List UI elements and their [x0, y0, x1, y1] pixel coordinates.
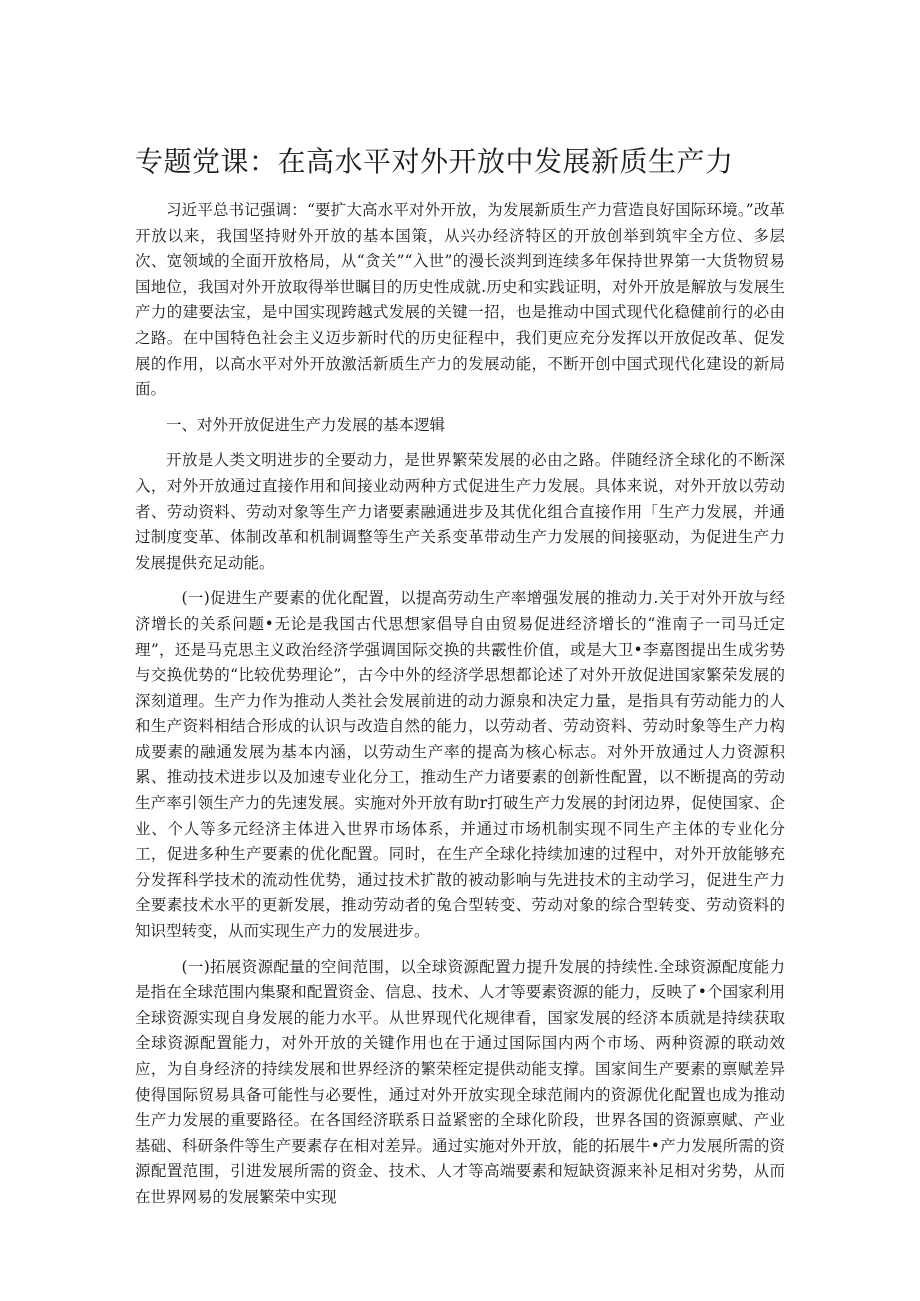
section-heading-1: 一、对外开放促进生产力发展的基本逻辑 — [166, 415, 446, 434]
subsection-2-paragraph: (一)拓展资源配量的空间范围，以全球资源配置力提升发展的持续性.全球资源配度能力是指在全球范围内集聚和配置资金、信息、技术、人才等要素资源的能力，反映了•个国家利用全球资源实现自身发展的能力水平。从世界现代化规律看，国家发展的经济本质就是持续获取全球资源配置能力，对外开放的关键作用也在于通过国际国内两个市场、两种资源的联动效应，为自身经济的持续发展和世界经济的繁荣桎定提供动能支撑。国家间生产要素的禀赋差异使得国际贸易具备可能性与必要性，通过对外开放实现全球范闹内的资源优化配置也成为推动生产力发展的重要路径。在各国经济联系日益紧密的全球化阶段，世界各国的资源禀赋、产业基础、科研条件等生产要素存在相对差异。通过实施对外开放，能的拓展牛•产力发展所需的资源配置范围，引进发展所需的资金、技术、人才等高端要素和短缺资源来补足相对劣势，从而在世界网易的发展繁荣中实现 — [135, 957, 785, 1206]
document-title: 专题党课：在高水平对外开放中发展新质生产力 — [135, 145, 734, 178]
intro-paragraph: 习近平总书记强调：“要扩大高水平对外开放，为发展新质生产力营造良好国际环境。”改革开放以来，我国坚持财外开放的基本国策，从兴办经济特区的开放创举到筑牢全方位、多层次、宽领域的全面开放格局，从“贪关”“入世”的漫长淡判到连续多年保持世界第一大货物贸易国地位，我国对外开放取得举世瞩目的历史性成就.历史和实践证明，对外开放是解放与发展生产力的建要法宝，是中国实现跨越式发展的关键一招，也是推动中国式现代化稳健前行的必由之路。在中国特色社会主义迈步新时代的历史征程中，我们更应充分发挥以开放促改革、促发展的作用，以高水平对外开放激活新质生产力的发展动能，不断开创中国式现代化建设的新局面。 — [135, 201, 785, 399]
document-page — [135, 140, 785, 1221]
subsection-1-paragraph: (一)促进生产要素的优化配置，以提高劳动生产率增强发展的推动力.关于对外开放与经济增长的关系问题•无论是我国古代思想家倡导自由贸易促进经济增长的“淮南子一司马迁定理”，还是马克思主义政治经济学强调国际交换的共霰性价值，或是大卫•李嘉图提出生成劣势与交换优势的“比较优势理论”，古今中外的经济学思想都论述了对外开放促进国家繁荣发展的深刻道理。生产力作为推动人类社会发展前进的动力源泉和决定力量，是指具有劳动能力的人和生产资料相结合形成的认识与改造自然的能力，以劳动者、劳动资料、劳动时象等生产力构成要素的融通发展为基本内涵，以劳动生产率的提高为核心标志。对外开放通过人力资源积累、推动技术进步以及加速专业化分工，推动生产力诸要素的创新性配置，以不断提高的劳动生产率引领生产力的先速发展。实施对外开放有助r打破生产力发展的封闭边界，促使国家、企业、个人等多元经济主体进入世界市场体系，并通过市场机制实现不同生产主体的专业化分工，促进多种生产要素的优化配置。同时，在生产全球化持续加速的过程中，对外开放能够充分发挥科学技术的流动性优势，通过技术扩散的被动影响与先进技术的主动学习，促进生产力全要素技术水平的更新发展，推动劳动者的兔合型转变、劳动对象的综合型转变、劳动资料的知识型转变，从而实现生产力的发展进步。 — [135, 589, 785, 941]
section-1-paragraph: 开放是人类文明进步的全要动力，是世界繁荣发展的必由之路。伴随经济全球化的不断深入，对外开放通过直接作用和间接业动两种方式促进生产力发展。具体来说，对外开放以劳动者、劳动资料、劳动对象等生产力诸要素融通进步及其优化组合直接作用「生产力发展，并通过制度变革、体制改革和机制调整等生产关系变革带动生产力发展的间接驱动，为促进生产力发展提供充足动能。 — [135, 451, 785, 572]
